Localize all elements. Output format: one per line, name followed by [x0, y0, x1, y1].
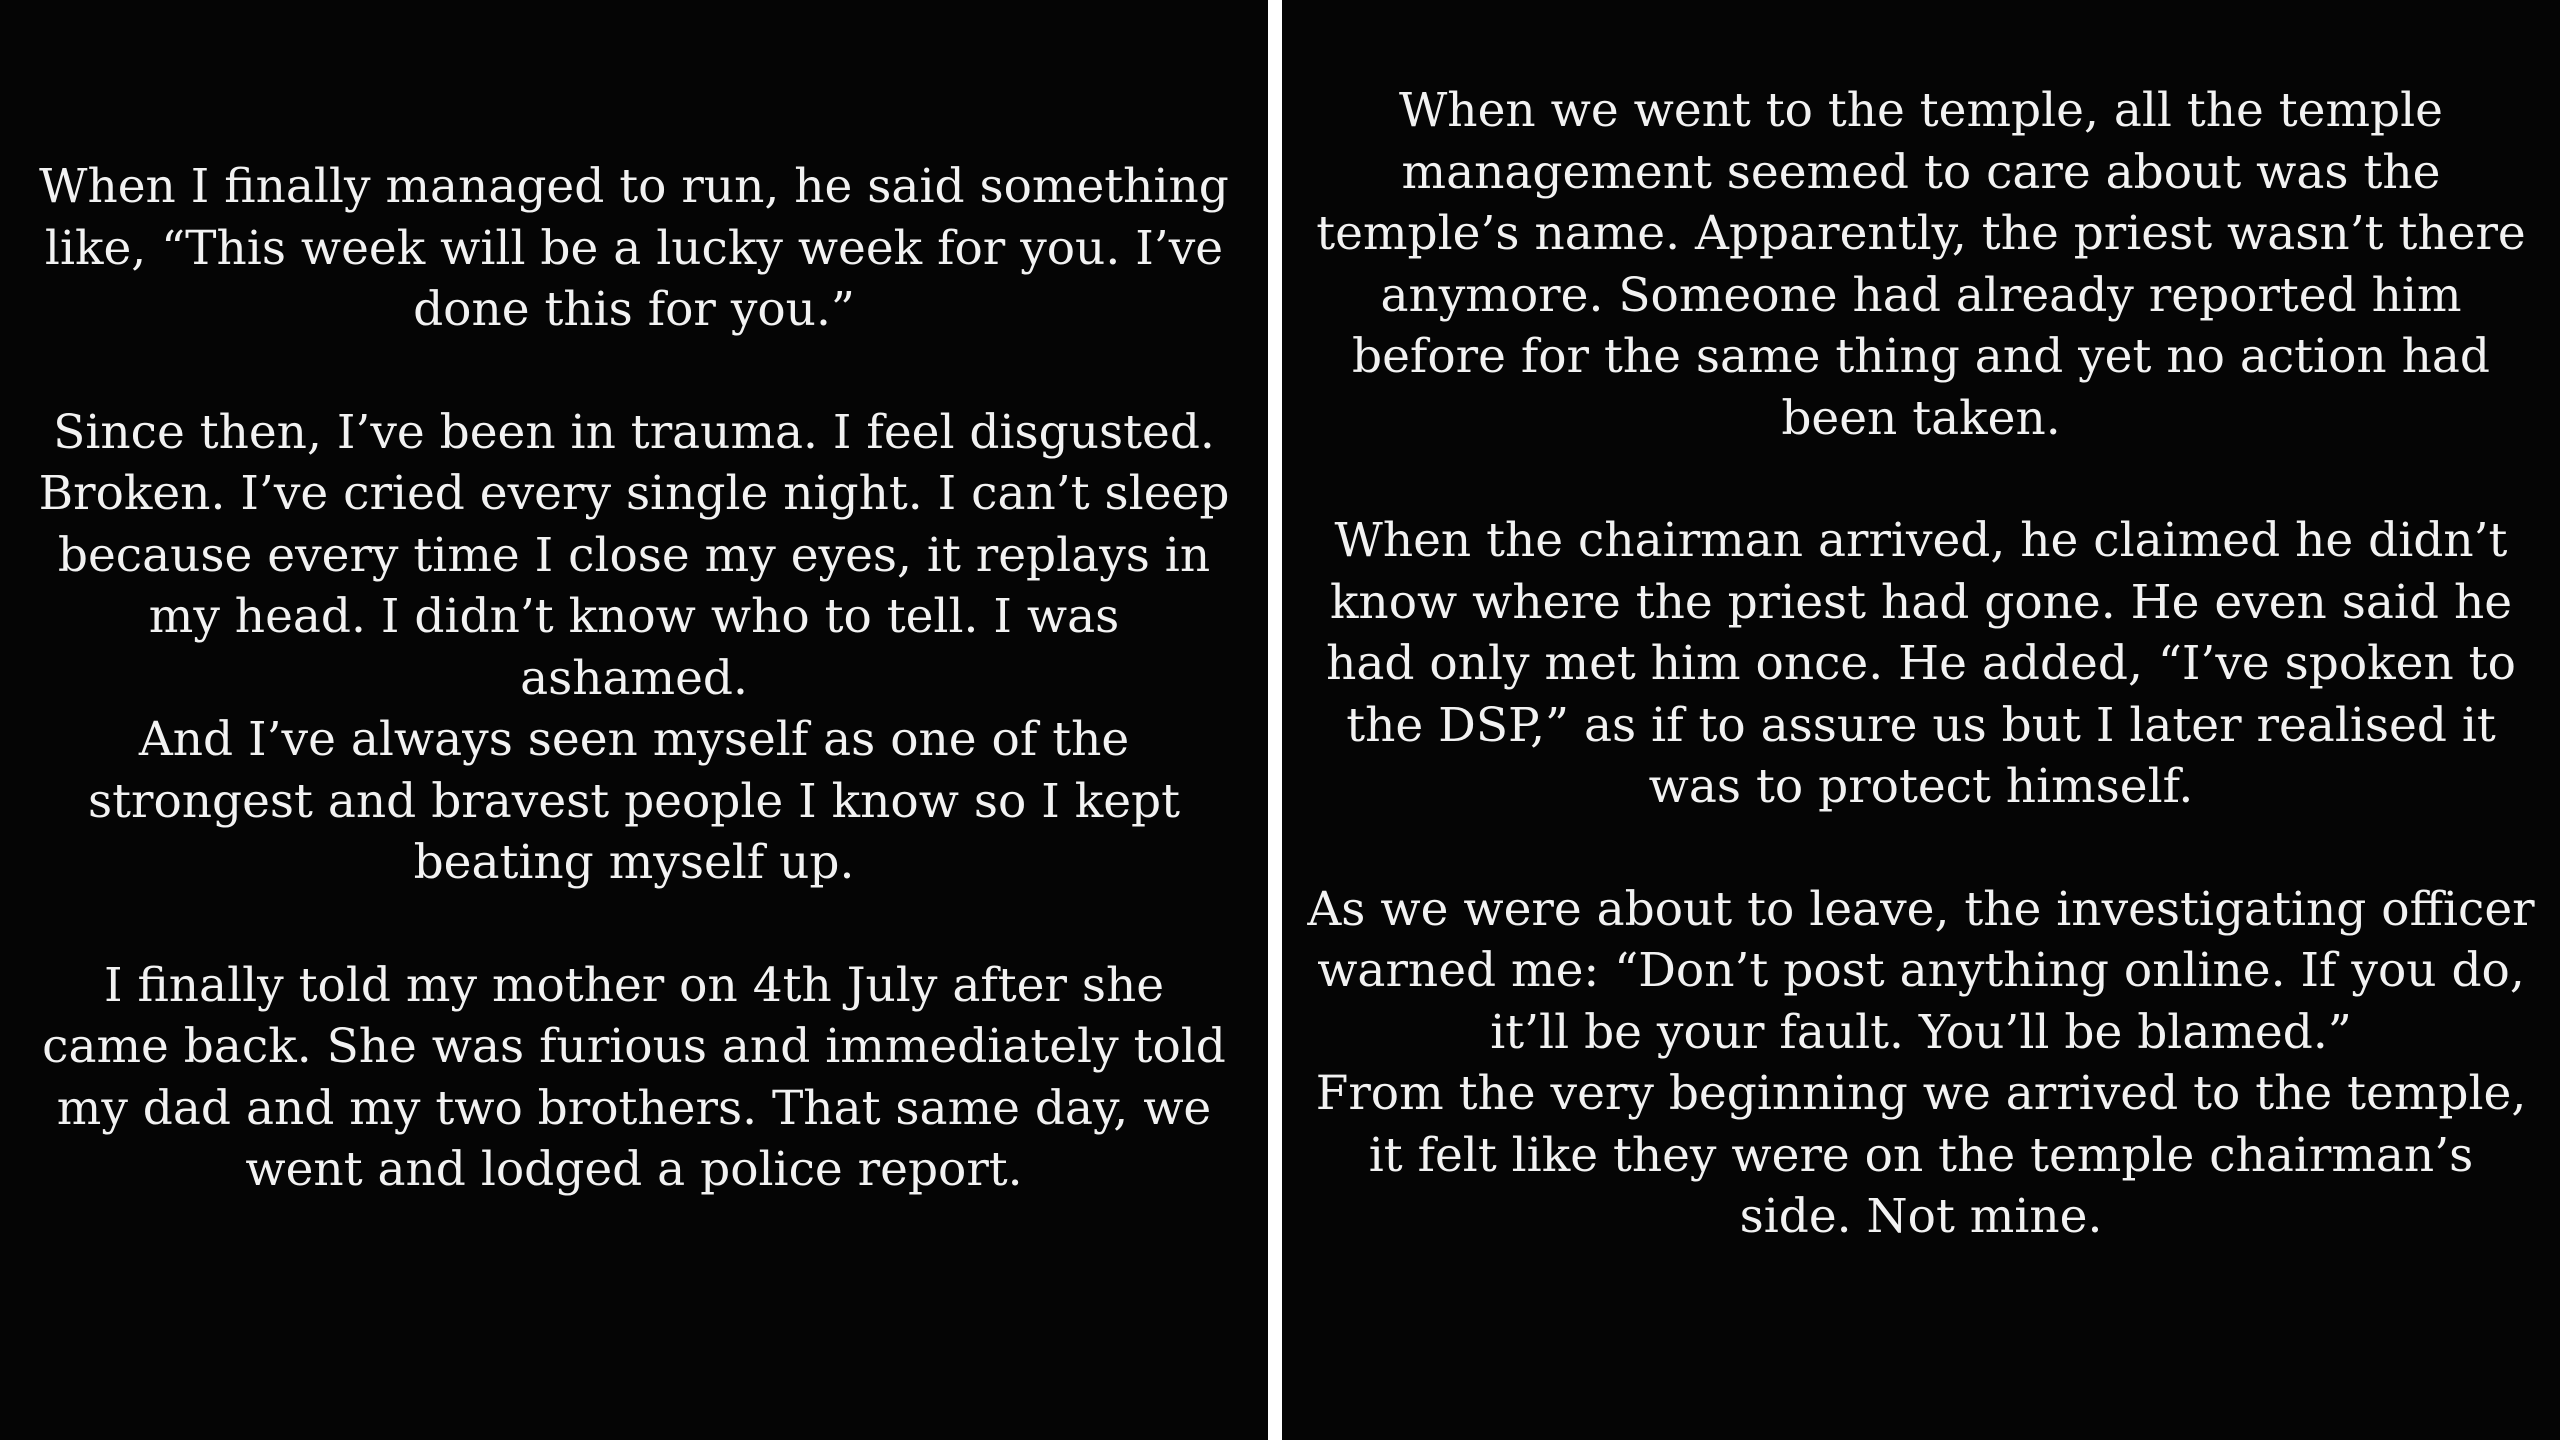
story-paragraph: From the very beginning we arrived to the temple, it felt like they were on the temple chairman’s side. Not mine.: [1315, 1066, 2527, 1244]
story-paragraph: When we went to the temple, all the temple management seemed to care about was the temple’s name. Apparently, the priest wasn’t there anymore. Someone had already reported him before for the same thing and yet no action had been taken.: [1316, 83, 2526, 446]
story-paragraph: I finally told my mother on 4th July after she came back. She was furious and immediately told my dad and my two brothers. That same day, we went and lodged a police report.: [42, 957, 1226, 1197]
story-paragraph: As we were about to leave, the investigating officer warned me: “Don’t post anything online. If you do, it’ll be your fault. You’ll be blamed.”: [1307, 881, 2535, 1060]
story-panel-right: [1282, 0, 2560, 1440]
story-paragraph: When I finally managed to run, he said something like, “This week will be a lucky week for you. I’ve done this for you.”: [39, 159, 1229, 337]
story-paragraph: When the chairman arrived, he claimed he didn’t know where the priest had gone. He even said he had only met him once. He added, “I’ve spoken to the DSP,” as if to assure us but I later realised it was to protect himself.: [1326, 513, 2516, 814]
story-paragraph: Since then, I’ve been in trauma. I feel disgusted. Broken. I’ve cried every single night. I can’t sleep because every time I close my eyes, it replays in my head. I didn’t know who to tell. I was ashamed. And I’ve always seen myself as one of the strongest and bravest people I know so I kept beating myself up.: [38, 404, 1230, 890]
story-panel-left: [0, 0, 1268, 1440]
